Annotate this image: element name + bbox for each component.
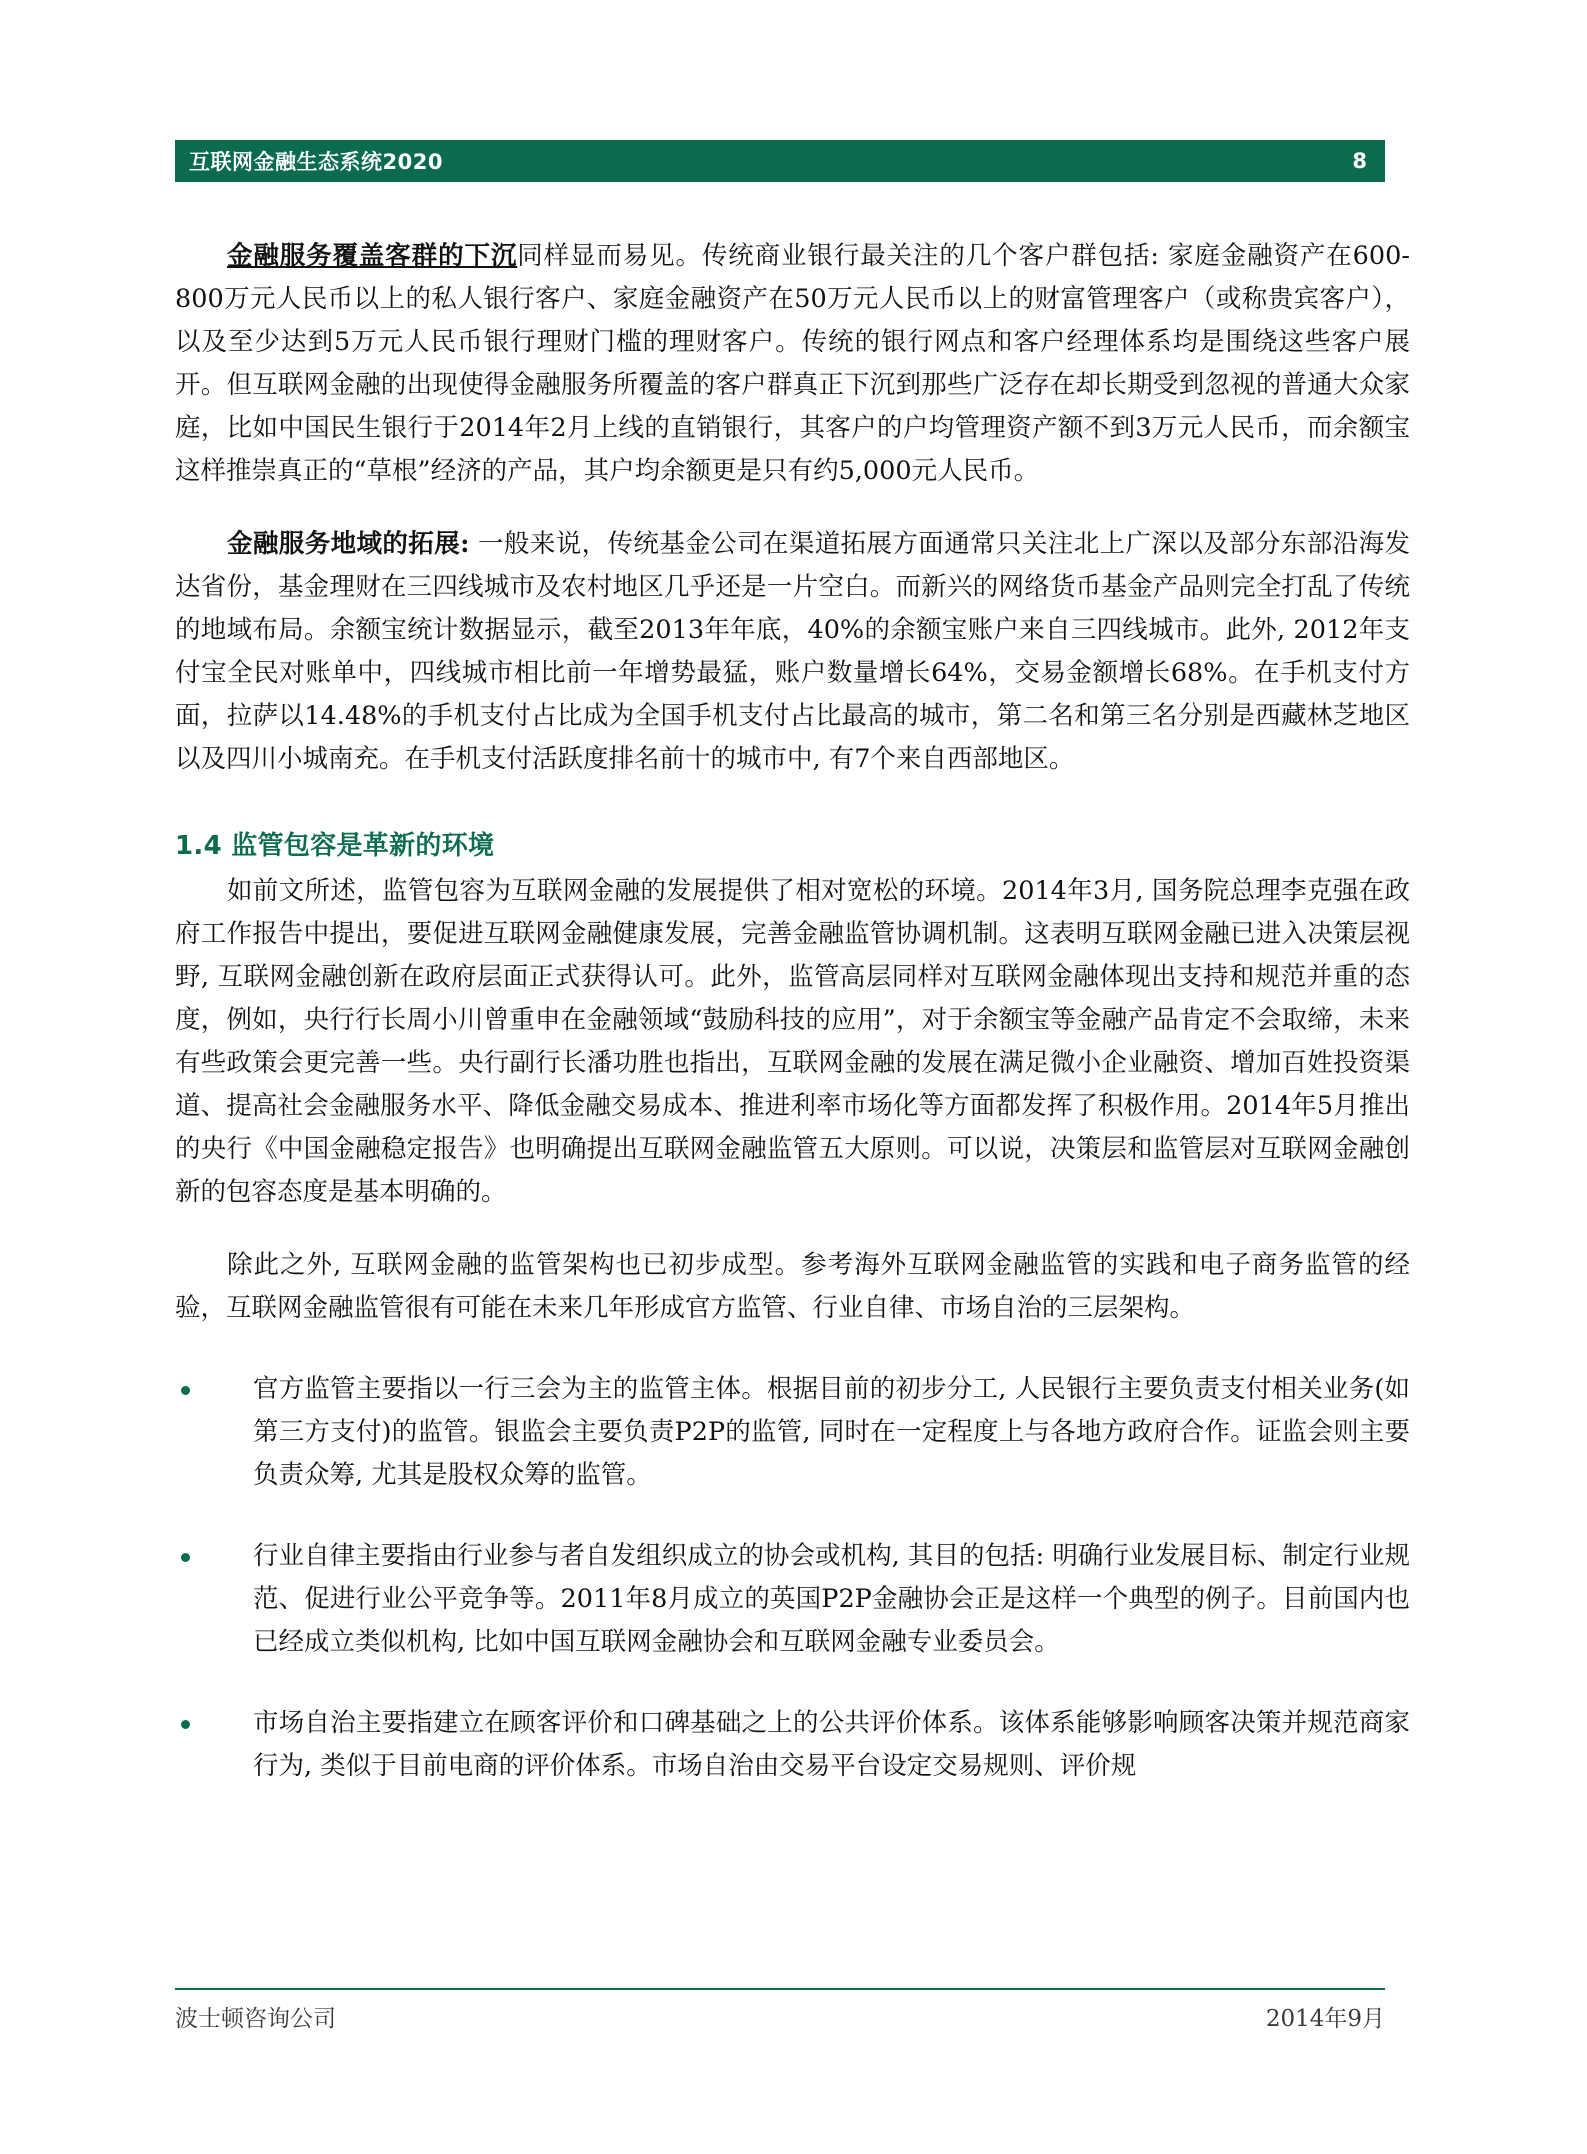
list-item [175, 1702, 1410, 1788]
page-header [175, 140, 1385, 182]
paragraph-regulatory-tolerance: 如前文所述，监管包容为互联网金融的发展提供了相对宽松的环境。2014年3月, 国务院总理李克强在政府工作报告中提出，要促进互联网金融健康发展，完善金融监管协调机制。这表明互联网金融已进入决策层视野, 互联网金融创新在政府层面正式获得认可。此外，监管高层同样对互联网金融体现出支持和规范并重的态度，例如，央行行长周小川曾重申在金融领域“鼓励科技的应用”，对于余额宝等金融产品肯定不会取缔，未来有些政策会更完善一些。央行副行长潘功胜也指出，互联网金融的发展在满足微小企业融资、增加百姓投资渠道、提高社会金融服务水平、降低金融交易成本、推进利率市场化等方面都发挥了积极作用。2014年5月推出的央行《中国金融稳定报告》也明确提出互联网金融监管五大原则。可以说，决策层和监管层对互联网金融创新的包容态度是基本明确的。 [175, 876, 1410, 1207]
footer-company: 波士顿咨询公司 [175, 2006, 336, 2032]
paragraph-regulatory-framework: 除此之外, 互联网金融的监管架构也已初步成型。参考海外互联网金融监管的实践和电子商务监管的经验，互联网金融监管很有可能在未来几年形成官方监管、行业自律、市场自治的三层架构。 [175, 1250, 1410, 1323]
list-item-text: 官方监管主要指以一行三会为主的监管主体。根据目前的初步分工, 人民银行主要负责支付相关业务(如第三方支付)的监管。银监会主要负责P2P的监管, 同时在一定程度上与各地方政府合作。证监会则主要负责众筹, 尤其是股权众筹的监管。 [253, 1374, 1410, 1490]
footer-divider [175, 1988, 1385, 1990]
list-item [175, 1535, 1410, 1664]
bullet-list [175, 1368, 1410, 1788]
paragraph-lead-coverage: 金融服务覆盖客群的下沉 [227, 241, 518, 271]
list-item [175, 1368, 1410, 1497]
list-item-text: 市场自治主要指建立在顾客评价和口碑基础之上的公共评价体系。该体系能够影响顾客决策并规范商家行为, 类似于目前电商的评价体系。市场自治由交易平台设定交易规则、评价规 [253, 1708, 1410, 1781]
paragraph-financial-coverage [175, 235, 1410, 493]
footer-row [175, 2000, 1385, 2033]
paragraph-text-coverage: 同样显而易见。传统商业银行最关注的几个客户群包括: 家庭金融资产在600-800万元人民币以上的私人银行客户、家庭金融资产在50万元人民币以上的财富管理客户（或称贵宾客户），以及至少达到5万元人民币银行理财门槛的理财客户。传统的银行网点和客户经理体系均是围绕这些客户展开。但互联网金融的出现使得金融服务所覆盖的客户群真正下沉到那些广泛存在却长期受到忽视的普通大众家庭，比如中国民生银行于2014年2月上线的直销银行，其客户的户均管理资产额不到3万元人民币，而余额宝这样推崇真正的“草根”经济的产品，其户均余额更是只有约5,000元人民币。 [175, 241, 1410, 486]
list-item-text: 行业自律主要指由行业参与者自发组织成立的协会或机构, 其目的包括: 明确行业发展目标、制定行业规范、促进行业公平竞争等。2011年8月成立的英国P2P金融协会正是这样一个典型的例子。目前国内也已经成立类似机构, 比如中国互联网金融协会和互联网金融专业委员会。 [253, 1541, 1410, 1657]
paragraph-geographic-expansion [175, 523, 1410, 781]
section-heading-1-4: 1.4 监管包容是革新的环境 [175, 831, 495, 861]
paragraph-lead-geography: 金融服务地域的拓展: [227, 529, 470, 559]
bullet-dot-icon [181, 1553, 190, 1562]
bullet-dot-icon [181, 1720, 190, 1729]
footer-date: 2014年9月 [1265, 2006, 1385, 2032]
page-title: 互联网金融生态系统2020 [189, 150, 443, 174]
bullet-dot-icon [181, 1386, 190, 1395]
page-number: 8 [1352, 149, 1367, 173]
document-body [175, 235, 1410, 1826]
paragraph-text-geography: 一般来说，传统基金公司在渠道拓展方面通常只关注北上广深以及部分东部沿海发达省份，基金理财在三四线城市及农村地区几乎还是一片空白。而新兴的网络货币基金产品则完全打乱了传统的地域布局。余额宝统计数据显示，截至2013年年底，40%的余额宝账户来自三四线城市。此外, 2012年支付宝全民对账单中，四线城市相比前一年增势最猛，账户数量增长64%，交易金额增长68%。在手机支付方面，拉萨以14.48%的手机支付占比成为全国手机支付占比最高的城市，第二名和第三名分别是西藏林芝地区以及四川小城南充。在手机支付活跃度排名前十的城市中, 有7个来自西部地区。 [175, 529, 1410, 774]
page-footer [175, 1988, 1385, 2033]
